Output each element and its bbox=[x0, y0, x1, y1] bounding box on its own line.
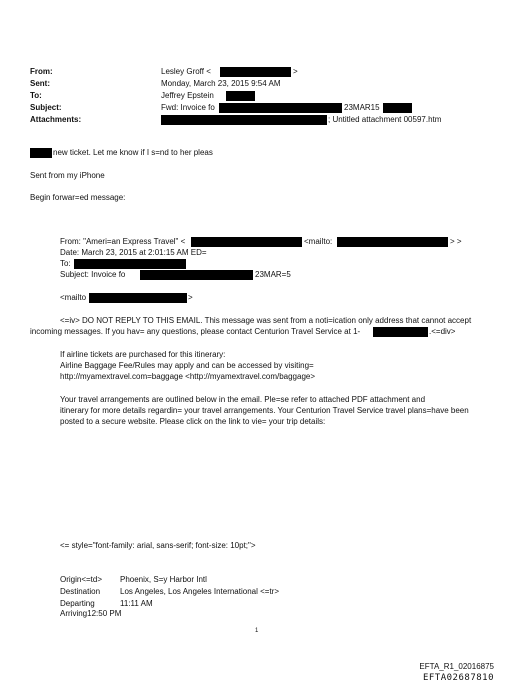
body-line-1: new ticket. Let me know if I s=nd to her pleas bbox=[53, 148, 213, 157]
redaction-block bbox=[30, 148, 52, 158]
style-line: <= style="font-family: arial, sans-serif; font-size: 10pt;"> bbox=[60, 541, 256, 550]
to-value: Jeffrey Epstein bbox=[161, 91, 214, 100]
departing-value: 11:11 AM bbox=[120, 599, 153, 608]
baggage-line-3: http://myamextravel.com=baggage <http://myamextravel.com/baggage> bbox=[60, 372, 316, 381]
page-number: 1 bbox=[255, 628, 259, 634]
sent-value: Monday, March 23, 2015 9:54 AM bbox=[161, 79, 281, 88]
fwd-to: To: bbox=[60, 259, 71, 268]
redaction-block bbox=[226, 91, 255, 101]
to-label: To: bbox=[30, 91, 42, 100]
redaction-block bbox=[219, 103, 342, 113]
departing-label: Departing bbox=[60, 599, 95, 608]
subject-value-mid: 23MAR15 bbox=[344, 103, 380, 112]
redaction-block bbox=[337, 237, 448, 247]
notice-line-2: incoming messages. If you hav= any questions, please contact Centurion Travel Service at 1- bbox=[30, 327, 361, 336]
fwd-from-mailto: <mailto: bbox=[304, 237, 333, 246]
origin-value: Phoenix, S=y Harbor Intl bbox=[120, 575, 207, 584]
destination-value: Los Angeles, Los Angeles International <=tr> bbox=[120, 587, 280, 596]
notice-line-1: <=iv> DO NOT REPLY TO THIS EMAIL. This message was sent from a noti=ication only address that cannot accept bbox=[60, 316, 472, 325]
redaction-block bbox=[161, 115, 327, 125]
mailto-line-end: > bbox=[188, 293, 193, 302]
subject-value: Fwd: Invoice fo bbox=[161, 103, 215, 112]
fwd-subject-mid: 23MAR=5 bbox=[255, 270, 291, 279]
sent-label: Sent: bbox=[30, 79, 50, 88]
fwd-from-end: > > bbox=[450, 237, 462, 246]
redaction-block bbox=[89, 293, 187, 303]
from-value-end: > bbox=[293, 67, 298, 76]
sent-from-line: Sent from my iPhone bbox=[30, 171, 105, 180]
attachments-value: ; Untitled attachment 00597.htm bbox=[328, 115, 442, 124]
begin-forward-line: Begin forwar=ed message: bbox=[30, 193, 126, 202]
mailto-line: <mailto bbox=[60, 293, 87, 302]
redaction-block bbox=[140, 270, 253, 280]
from-label: From: bbox=[30, 67, 53, 76]
redaction-block bbox=[220, 67, 291, 77]
attachments-label: Attachments: bbox=[30, 115, 82, 124]
fwd-subject: Subject: Invoice fo bbox=[60, 270, 126, 279]
redaction-block bbox=[74, 259, 186, 269]
redaction-block bbox=[191, 237, 302, 247]
efta-id-2: EFTA02687810 bbox=[422, 673, 494, 683]
baggage-line-2: Airline Baggage Fee/Rules may apply and can be accessed by visiting= bbox=[60, 361, 314, 370]
redaction-block bbox=[383, 103, 412, 113]
redaction-block bbox=[373, 327, 428, 337]
travel-line-1: Your travel arrangements are outlined below in the email. Ple=se refer to attached PDF attachment and bbox=[60, 395, 426, 404]
subject-label: Subject: bbox=[30, 103, 62, 112]
notice-line-2-end: .<=div> bbox=[429, 327, 456, 336]
efta-id-1: EFTA_R1_02016875 bbox=[419, 662, 494, 671]
fwd-from: From: "Ameri=an Express Travel" < bbox=[60, 237, 186, 246]
travel-line-2: itinerary for more details regardin= your travel arrangements. Your Centurion Travel Service travel plans=have been bbox=[60, 406, 469, 415]
from-value: Lesley Groff < bbox=[161, 67, 211, 76]
fwd-date: Date: March 23, 2015 at 2:01:15 AM ED= bbox=[60, 248, 207, 257]
arriving-line: Arriving12:50 PM bbox=[60, 609, 122, 618]
travel-line-3: posted to a secure website. Please click on the link to vie= your trip details: bbox=[60, 417, 326, 426]
destination-label: Destination bbox=[60, 587, 101, 596]
baggage-line-1: If airline tickets are purchased for this itinerary: bbox=[60, 350, 226, 359]
origin-label: Origin<=td> bbox=[60, 575, 103, 584]
